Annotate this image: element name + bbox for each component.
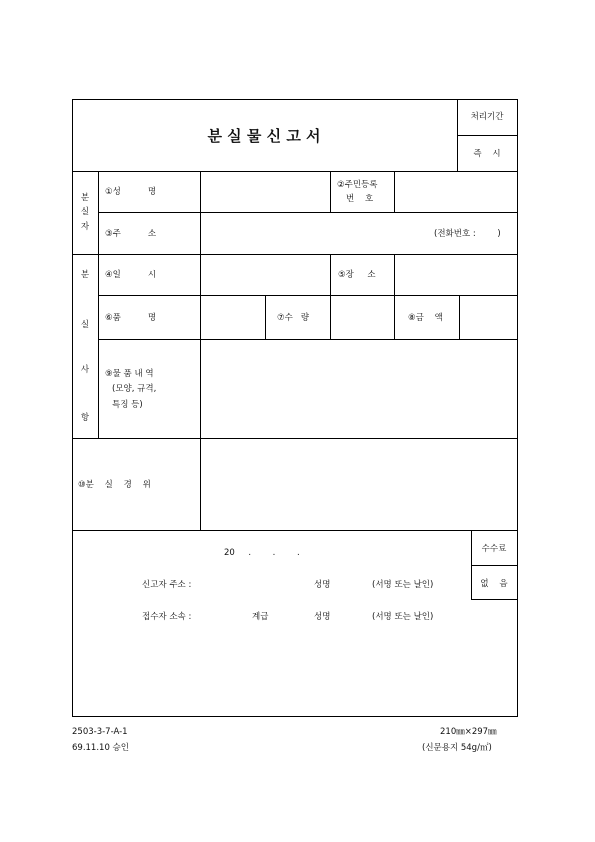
place-label-left xyxy=(330,254,331,295)
id-label-right xyxy=(394,171,395,212)
id-label-left xyxy=(330,171,331,212)
border-top xyxy=(72,99,518,100)
fee-box-divider xyxy=(471,565,518,566)
receiver-rank-label: 계급 xyxy=(252,612,269,622)
loss-circumstance-label: ⑩분 실 경 위 xyxy=(78,480,151,490)
item-details-label-line2: (모양, 규격, xyxy=(112,384,157,394)
fee-box-bottom xyxy=(471,599,518,600)
paper-size: 210㎜×297㎜ xyxy=(440,727,497,737)
amount-label-left xyxy=(394,295,395,339)
loss-section-char-2: 실 xyxy=(80,320,90,330)
receiver-name-label: 성명 xyxy=(314,612,331,622)
place-label-right xyxy=(394,254,395,295)
border-left xyxy=(72,99,73,717)
processing-period-value: 즉 시 xyxy=(473,149,501,159)
receiver-affiliation-label: 접수자 소속 : xyxy=(142,612,192,622)
processing-period-label: 처리기간 xyxy=(470,112,504,122)
form-code: 2503-3-7-A-1 xyxy=(72,727,128,737)
row-line-5 xyxy=(72,438,518,439)
row-line-6 xyxy=(72,530,518,531)
reporter-section-char-1: 분 xyxy=(80,193,90,203)
border-bottom xyxy=(72,716,518,717)
reporter-section-char-3: 자 xyxy=(80,222,90,232)
item-name-label: ⑥품 명 xyxy=(105,313,157,323)
fee-label: 수수료 xyxy=(481,544,507,554)
form-title: 분 실 물 신 고 서 xyxy=(207,127,321,145)
paper-spec: (신문용지 54g/㎡) xyxy=(422,743,492,753)
place-label: ⑤장 소 xyxy=(338,270,376,280)
processing-divider xyxy=(457,135,518,136)
qty-label-left xyxy=(265,295,266,339)
datetime-label: ④일 시 xyxy=(105,270,157,280)
border-right xyxy=(517,99,518,717)
date-line: 20 . . . xyxy=(224,548,300,558)
reporter-signature-note: (서명 또는 날인) xyxy=(372,580,434,590)
receiver-signature-note: (서명 또는 날인) xyxy=(372,612,434,622)
amount-label-right xyxy=(459,295,460,339)
row-line-1 xyxy=(98,212,518,213)
fee-value: 없 음 xyxy=(480,579,508,589)
address-label: ③주 소 xyxy=(105,229,157,239)
id-number-label-line1: ②주민등록 xyxy=(337,180,378,190)
approval-date: 69.11.10 승인 xyxy=(72,743,129,753)
name-label: ①성 명 xyxy=(105,187,157,197)
item-details-label-line1: ⑨물 품 내 역 xyxy=(105,369,154,379)
id-number-label-line2: 번 호 xyxy=(346,194,374,204)
loss-section-char-4: 항 xyxy=(80,413,90,423)
reporter-address-label: 신고자 주소 : xyxy=(142,580,192,590)
loss-section-char-3: 사 xyxy=(80,365,90,375)
item-details-label-line3: 특징 등) xyxy=(112,400,143,410)
quantity-label: ⑦수 량 xyxy=(277,313,310,323)
qty-label-right xyxy=(330,295,331,339)
lost-item-report-form xyxy=(72,99,518,717)
header-bottom-line xyxy=(72,171,518,172)
reporter-section-char-2: 실 xyxy=(80,207,90,217)
row-line-2 xyxy=(72,254,518,255)
reporter-name-label: 성명 xyxy=(314,580,331,590)
label-value-divider xyxy=(200,171,201,531)
loss-section-char-1: 분 xyxy=(80,270,90,280)
row-line-3 xyxy=(98,295,518,296)
phone-label: (전화번호 : ) xyxy=(434,229,501,239)
row-line-4 xyxy=(98,339,518,340)
amount-label: ⑧금 액 xyxy=(408,313,443,323)
